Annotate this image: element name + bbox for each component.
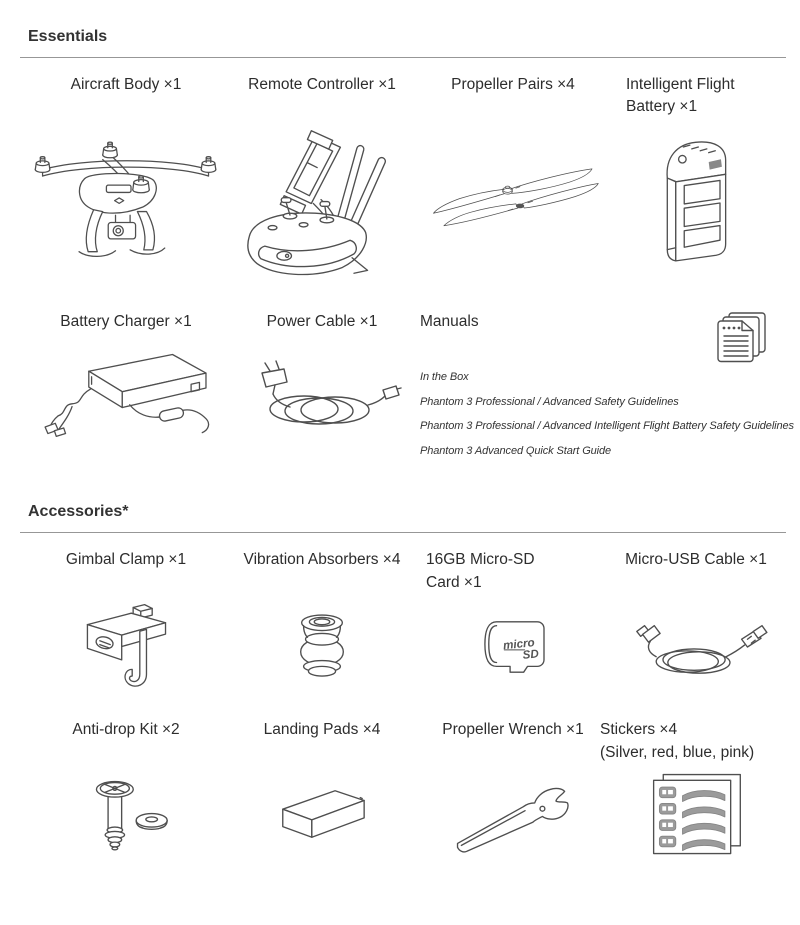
micro-usb-cable-icon <box>606 595 786 699</box>
item-aircraft-body <box>28 74 224 287</box>
manuals-label: Manuals <box>420 312 479 330</box>
item-flight-battery <box>606 74 786 287</box>
manuals-stack-icon <box>710 309 772 378</box>
micro-sd-card-icon <box>420 595 606 699</box>
essentials-row-1 <box>28 74 786 287</box>
accessories-section <box>28 503 786 865</box>
vibration-absorber-icon <box>224 595 420 699</box>
aircraft-body-icon <box>28 118 224 286</box>
item-landing-pads <box>224 719 420 865</box>
item-label: Power Cable ×1 <box>266 312 378 330</box>
item-label: Battery Charger ×1 <box>60 312 192 330</box>
sd-logo-micro: micro <box>502 636 536 653</box>
stickers-sublabel: (Silver, red, blue, pink) <box>600 743 755 761</box>
item-power-cable <box>224 311 420 469</box>
battery-charger-icon <box>28 337 224 465</box>
item-micro-usb-cable <box>606 549 786 699</box>
essentials-title: Essentials <box>28 28 108 45</box>
essentials-row-2 <box>28 311 794 469</box>
sd-logo-sd: SD <box>521 647 540 663</box>
remote-controller-icon <box>224 118 420 286</box>
flight-battery-icon <box>606 119 786 287</box>
stickers-label: Stickers ×4 <box>600 721 678 739</box>
manuals-section <box>420 311 794 469</box>
propeller-pairs-icon <box>420 118 606 286</box>
manual-item: In the Box <box>420 371 469 384</box>
item-battery-charger <box>28 311 224 469</box>
item-label: Vibration Absorbers ×4 <box>243 551 401 569</box>
item-label: Intelligent Flight Battery ×1 <box>626 76 735 116</box>
item-label: Gimbal Clamp ×1 <box>65 551 187 569</box>
item-label: Propeller Wrench ×1 <box>442 721 584 739</box>
stickers-sheet-icon <box>606 765 786 865</box>
item-gimbal-clamp <box>28 549 224 699</box>
manual-item: Phantom 3 Professional / Advanced Intelligent Flight Battery Safety Guidelines <box>420 420 794 433</box>
item-label: Micro-USB Cable ×1 <box>625 551 767 569</box>
landing-pads-icon <box>224 765 420 865</box>
manual-item: Phantom 3 Professional / Advanced Safety Guidelines <box>420 395 679 408</box>
item-remote-controller <box>224 74 420 287</box>
manual-list <box>420 371 794 469</box>
item-label: Propeller Pairs ×4 <box>451 76 575 93</box>
item-label: Landing Pads ×4 <box>263 721 381 739</box>
item-propeller-wrench <box>420 719 606 865</box>
item-label: 16GB Micro-SD Card ×1 <box>426 551 535 591</box>
item-vibration-absorbers <box>224 549 420 699</box>
section-divider <box>20 57 786 58</box>
accessories-row-1 <box>28 549 786 699</box>
item-micro-sd-card <box>420 549 606 699</box>
accessories-title: Accessories* <box>28 503 129 521</box>
item-label: Remote Controller ×1 <box>248 76 396 93</box>
manual-item: Phantom 3 Advanced Quick Start Guide <box>420 444 612 457</box>
gimbal-clamp-icon <box>28 595 224 699</box>
propeller-wrench-icon <box>420 765 606 865</box>
item-propeller-pairs <box>420 74 606 287</box>
item-stickers <box>600 719 786 865</box>
section-divider <box>20 532 786 533</box>
item-anti-drop-kit <box>28 719 224 865</box>
accessories-row-2 <box>28 719 786 865</box>
power-cable-icon <box>224 337 420 465</box>
item-label: Anti-drop Kit ×2 <box>72 721 180 739</box>
item-label <box>600 719 754 765</box>
anti-drop-kit-icon <box>28 765 224 865</box>
item-label: Aircraft Body ×1 <box>70 76 182 93</box>
